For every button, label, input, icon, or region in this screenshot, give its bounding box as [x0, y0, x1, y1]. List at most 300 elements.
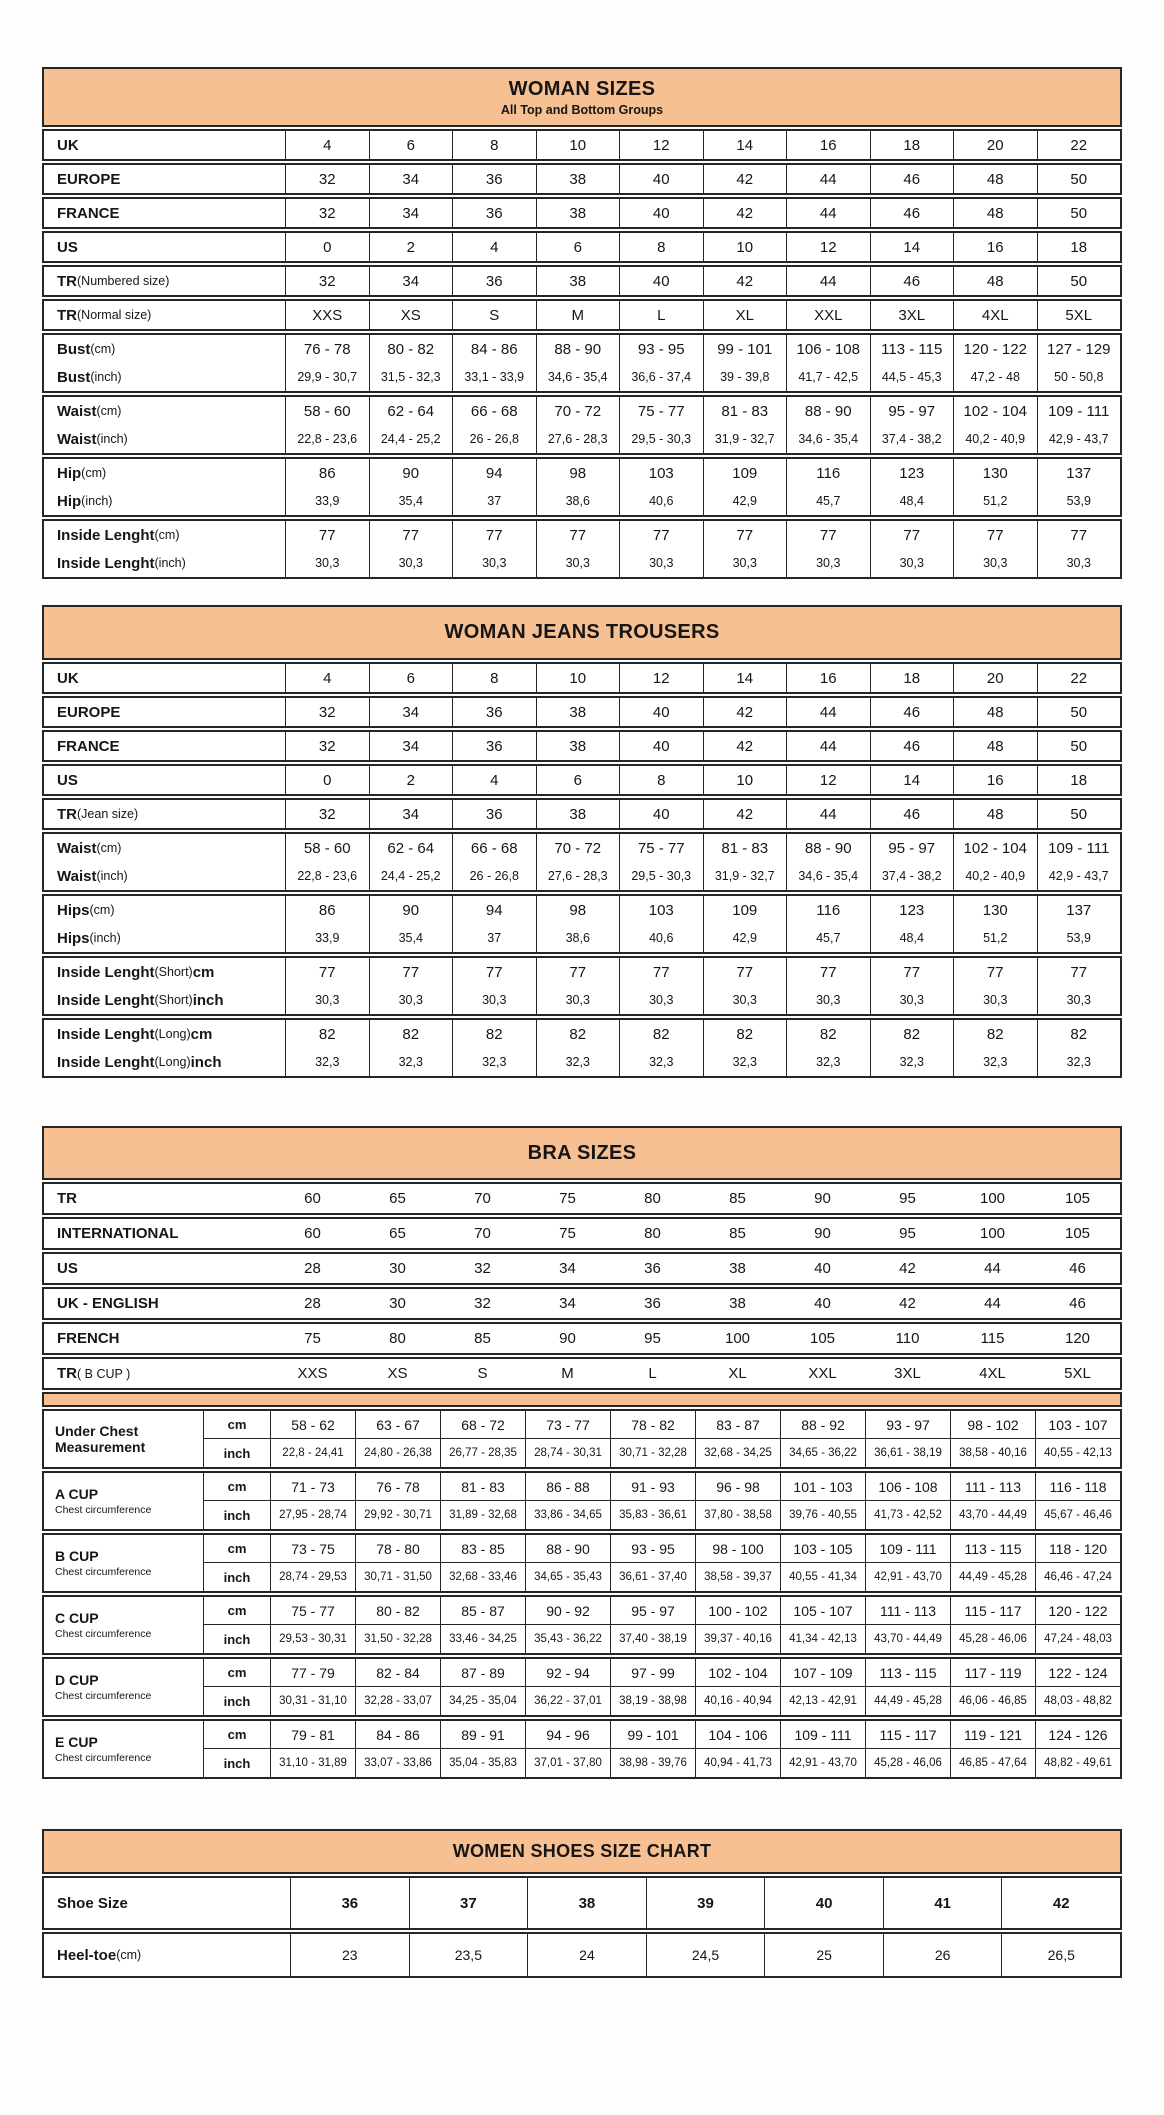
table-row [44, 1359, 1120, 1388]
size-value-cell: 36 [452, 199, 536, 227]
table-row [44, 766, 1120, 794]
row-group [42, 519, 1122, 579]
size-value-cell: 34 [369, 698, 453, 726]
cup-group [42, 1409, 1122, 1469]
size-value-cell: 79 - 81 [270, 1721, 355, 1748]
size-value-cell: 12 [619, 664, 703, 692]
unit-label: cm [227, 1479, 247, 1494]
size-value-cell: 31,10 - 31,89 [270, 1749, 355, 1777]
size-value-cell: 80 - 82 [369, 335, 453, 363]
cup-name: D CUP [55, 1672, 99, 1689]
table-row [204, 1411, 1120, 1439]
size-value-cell: 6 [369, 664, 453, 692]
size-value-cell: 42,9 - 43,7 [1037, 862, 1121, 890]
women-shoes-table [42, 1829, 1122, 1978]
size-value-cell: 93 - 95 [610, 1535, 695, 1562]
unit-label: inch [223, 1693, 251, 1709]
size-value-cell: 32,3 [1037, 1048, 1121, 1076]
size-value-cell: 38,6 [536, 487, 620, 515]
size-value-cell: 40,6 [619, 924, 703, 952]
size-value-cell: 83 - 87 [695, 1411, 780, 1438]
cup-label [44, 1411, 204, 1467]
size-value-cell: 42 [703, 698, 787, 726]
row-group [42, 197, 1122, 229]
size-value-cell: 28 [304, 1295, 321, 1312]
row-group [42, 696, 1122, 728]
size-value-cell: 39 [646, 1878, 765, 1928]
size-value-cell: 50 [1037, 800, 1121, 828]
size-value-cell: 95 - 97 [610, 1597, 695, 1624]
size-value-cell: 130 [953, 459, 1037, 487]
size-value-cell: 39,37 - 40,16 [695, 1625, 780, 1653]
size-value-cell: 94 - 96 [525, 1721, 610, 1748]
size-value-cell: 77 [285, 958, 369, 986]
size-value-cell: 30,3 [786, 986, 870, 1014]
size-value-cell: 77 [619, 521, 703, 549]
row-group [42, 395, 1122, 455]
size-value-cell: 34 [369, 800, 453, 828]
row-group [42, 956, 1122, 1016]
table-row [204, 1625, 1120, 1653]
size-value-cell: 30 [389, 1260, 406, 1277]
size-value-cell: 32 [474, 1260, 491, 1277]
size-value-cell: 29,5 - 30,3 [619, 425, 703, 453]
size-value-cell: 77 [703, 521, 787, 549]
row-group [42, 129, 1122, 161]
size-value-cell: 33,1 - 33,9 [452, 363, 536, 391]
row-label: Hips (cm) [57, 901, 115, 919]
size-value-cell: 100 [979, 1225, 1006, 1242]
table-row [44, 1048, 1120, 1076]
size-value-cell: S [452, 301, 536, 329]
size-value-cell: 45,28 - 46,06 [950, 1625, 1035, 1653]
cup-label [44, 1535, 204, 1591]
size-value-cell: 24,5 [646, 1934, 765, 1976]
size-value-cell: 5XL [1064, 1365, 1091, 1382]
size-value-cell: 77 [285, 521, 369, 549]
size-value-cell: 30,3 [369, 986, 453, 1014]
bra-sizes-top-body [42, 1182, 1122, 1390]
unit-label: inch [223, 1631, 251, 1647]
size-value-cell: 36 [452, 800, 536, 828]
label-unit: (cm) [96, 841, 122, 855]
size-value-cell: 82 [870, 1020, 954, 1048]
size-value-cell: 22,8 - 23,6 [285, 425, 369, 453]
unit-label: inch [223, 1755, 251, 1771]
table-row [204, 1659, 1120, 1687]
size-value-cell: 38 [527, 1878, 646, 1928]
size-value-cell: 58 - 62 [270, 1411, 355, 1438]
size-value-cell: 70 - 72 [536, 834, 620, 862]
table-row [44, 1254, 1120, 1283]
size-value-cell: 34 [559, 1295, 576, 1312]
size-value-cell: 111 - 113 [865, 1597, 950, 1624]
cup-rows [204, 1535, 1120, 1591]
size-value-cell: 75 [304, 1330, 321, 1347]
size-value-cell: 101 - 103 [780, 1473, 865, 1500]
cup-subtitle: Chest circumference [55, 1565, 152, 1578]
size-value-cell: 37,4 - 38,2 [870, 425, 954, 453]
size-value-cell: 8 [452, 131, 536, 159]
table-row [44, 521, 1120, 549]
size-value-cell: 77 [369, 521, 453, 549]
size-value-cell: 70 [474, 1225, 491, 1242]
size-value-cell: 26,5 [1001, 1934, 1120, 1976]
cup-name: E CUP [55, 1734, 98, 1751]
size-value-cell: 30,31 - 31,10 [270, 1687, 355, 1715]
size-value-cell: 36 [452, 698, 536, 726]
size-value-cell: 10 [536, 131, 620, 159]
row-label: US [57, 238, 78, 256]
table-row [44, 267, 1120, 295]
row-label: Inside Lenght (Long) cm [57, 1025, 213, 1043]
size-value-cell: 32 [285, 199, 369, 227]
label-unit: (cm) [89, 903, 115, 917]
size-value-cell: 34 [369, 165, 453, 193]
size-value-cell: 32 [285, 732, 369, 760]
size-value-cell: 127 - 129 [1037, 335, 1121, 363]
size-value-cell: 40,6 [619, 487, 703, 515]
size-value-cell: 27,6 - 28,3 [536, 425, 620, 453]
size-value-cell: 24,4 - 25,2 [369, 862, 453, 890]
size-value-cell: 24,80 - 26,38 [355, 1439, 440, 1467]
size-value-cell: 40 [814, 1260, 831, 1277]
size-value-cell: 117 - 119 [950, 1659, 1035, 1686]
size-value-cell: 14 [703, 131, 787, 159]
size-value-cell: 41 [883, 1878, 1002, 1928]
size-value-cell: 53,9 [1037, 924, 1121, 952]
cup-label [44, 1659, 204, 1715]
size-value-cell: 33,9 [285, 924, 369, 952]
size-value-cell: 63 - 67 [355, 1411, 440, 1438]
size-value-cell: 34 [369, 732, 453, 760]
size-value-cell: 30,3 [703, 549, 787, 577]
row-label: FRENCH [57, 1330, 120, 1347]
size-value-cell: 98 [536, 896, 620, 924]
size-value-cell: 81 - 83 [440, 1473, 525, 1500]
size-value-cell: 77 [536, 958, 620, 986]
cup-name: C CUP [55, 1610, 99, 1627]
size-value-cell: 2 [369, 233, 453, 261]
size-value-cell: 23,5 [409, 1934, 528, 1976]
size-value-cell: 33,07 - 33,86 [355, 1749, 440, 1777]
size-value-cell: 30,3 [452, 986, 536, 1014]
size-value-cell: 48,4 [870, 487, 954, 515]
cup-subtitle: Chest circumference [55, 1689, 152, 1702]
size-value-cell: 36 [452, 165, 536, 193]
table-row [44, 834, 1120, 862]
size-value-cell: 86 [285, 896, 369, 924]
size-value-cell: 103 - 105 [780, 1535, 865, 1562]
size-value-cell: 116 [786, 459, 870, 487]
cup-subtitle: Chest circumference [55, 1503, 152, 1516]
size-value-cell: 30,3 [285, 549, 369, 577]
size-value-cell: 32 [474, 1295, 491, 1312]
size-value-cell: 10 [536, 664, 620, 692]
size-value-cell: 34,6 - 35,4 [786, 425, 870, 453]
size-value-cell: 48,82 - 49,61 [1035, 1749, 1120, 1777]
size-value-cell: XL [728, 1365, 747, 1382]
size-value-cell: 88 - 90 [786, 834, 870, 862]
size-value-cell: 44,49 - 45,28 [865, 1687, 950, 1715]
row-label: Waist (cm) [57, 402, 122, 420]
size-value-cell: 48,03 - 48,82 [1035, 1687, 1120, 1715]
size-value-cell: 42 [703, 199, 787, 227]
size-value-cell: 33,46 - 34,25 [440, 1625, 525, 1653]
table-row [44, 549, 1120, 577]
table-row [44, 233, 1120, 261]
size-value-cell: 40,94 - 41,73 [695, 1749, 780, 1777]
size-value-cell: 42,91 - 43,70 [865, 1563, 950, 1591]
size-value-cell: 4 [452, 233, 536, 261]
size-value-cell: 44 [786, 732, 870, 760]
size-value-cell: 36,22 - 37,01 [525, 1687, 610, 1715]
size-value-cell: 22,8 - 23,6 [285, 862, 369, 890]
size-value-cell: 12 [786, 233, 870, 261]
size-value-cell: 58 - 60 [285, 397, 369, 425]
size-value-cell: 103 [619, 459, 703, 487]
size-value-cell: 3XL [894, 1365, 921, 1382]
size-value-cell: 123 [870, 459, 954, 487]
size-value-cell: 46 [1069, 1295, 1086, 1312]
row-group [42, 1018, 1122, 1078]
size-value-cell: 90 [814, 1225, 831, 1242]
table-row [44, 363, 1120, 391]
size-value-cell: 16 [953, 766, 1037, 794]
label-unit: (inch) [90, 370, 122, 384]
size-value-cell: 33,9 [285, 487, 369, 515]
size-value-cell: 37,4 - 38,2 [870, 862, 954, 890]
label-unit: (inch) [154, 556, 186, 570]
size-value-cell: 38,19 - 38,98 [610, 1687, 695, 1715]
size-value-cell: 31,9 - 32,7 [703, 425, 787, 453]
row-group [42, 457, 1122, 517]
row-group [42, 1357, 1122, 1390]
cup-rows [204, 1597, 1120, 1653]
row-label: Waist (inch) [57, 867, 128, 885]
cup-label [44, 1721, 204, 1777]
size-value-cell: 53,9 [1037, 487, 1121, 515]
size-value-cell: 41,7 - 42,5 [786, 363, 870, 391]
size-value-cell: 75 - 77 [619, 397, 703, 425]
table-row [44, 1219, 1120, 1248]
size-value-cell: 22 [1037, 664, 1121, 692]
size-value-cell: 82 [1037, 1020, 1121, 1048]
table-row [204, 1439, 1120, 1467]
size-value-cell: 80 [389, 1330, 406, 1347]
size-value-cell: 42 [1001, 1878, 1120, 1928]
size-value-cell: 66 - 68 [452, 397, 536, 425]
size-value-cell: 39,76 - 40,55 [780, 1501, 865, 1529]
size-value-cell: 95 - 97 [870, 834, 954, 862]
size-value-cell: 34 [369, 199, 453, 227]
size-value-cell: 46,46 - 47,24 [1035, 1563, 1120, 1591]
row-label: Hips (inch) [57, 929, 121, 947]
size-value-cell: 14 [703, 664, 787, 692]
size-value-cell: 20 [953, 131, 1037, 159]
size-value-cell: 32,3 [953, 1048, 1037, 1076]
size-value-cell: 31,5 - 32,3 [369, 363, 453, 391]
size-value-cell: 81 - 83 [703, 834, 787, 862]
row-group [42, 299, 1122, 331]
size-value-cell: 42,9 [703, 924, 787, 952]
size-value-cell: 93 - 95 [619, 335, 703, 363]
row-group [42, 333, 1122, 393]
woman-sizes-header [42, 67, 1122, 127]
size-value-cell: 93 - 97 [865, 1411, 950, 1438]
size-value-cell: 46,06 - 46,85 [950, 1687, 1035, 1715]
size-value-cell: 30,3 [536, 986, 620, 1014]
size-value-cell: 73 - 77 [525, 1411, 610, 1438]
table-row [44, 487, 1120, 515]
size-value-cell: 46,85 - 47,64 [950, 1749, 1035, 1777]
row-label: TR (Numbered size) [57, 272, 170, 290]
size-value-cell: M [536, 301, 620, 329]
size-value-cell: 38,58 - 39,37 [695, 1563, 780, 1591]
size-value-cell: 100 [979, 1190, 1006, 1207]
women-shoes-body [42, 1876, 1122, 1978]
size-value-cell: 37,01 - 37,80 [525, 1749, 610, 1777]
size-value-cell: 46 [870, 698, 954, 726]
size-value-cell: 3XL [870, 301, 954, 329]
row-label: US [57, 1260, 78, 1277]
label-unit: ( B CUP ) [77, 1366, 131, 1381]
size-value-cell: 38,58 - 40,16 [950, 1439, 1035, 1467]
size-value-cell: 45,7 [786, 924, 870, 952]
size-value-cell: 32,3 [452, 1048, 536, 1076]
size-value-cell: XS [369, 301, 453, 329]
size-value-cell: 40,2 - 40,9 [953, 425, 1037, 453]
size-value-cell: 40,55 - 41,34 [780, 1563, 865, 1591]
size-value-cell: 30,3 [703, 986, 787, 1014]
size-value-cell: 38 [536, 267, 620, 295]
size-value-cell: 44 [984, 1260, 1001, 1277]
size-value-cell: 44 [786, 698, 870, 726]
size-value-cell: 62 - 64 [369, 397, 453, 425]
size-value-cell: 29,9 - 30,7 [285, 363, 369, 391]
unit-label: inch [223, 1569, 251, 1585]
size-value-cell: 82 [285, 1020, 369, 1048]
size-value-cell: 77 [870, 521, 954, 549]
size-value-cell: 38 [536, 698, 620, 726]
woman-jeans-header [42, 605, 1122, 660]
size-value-cell: 48 [953, 732, 1037, 760]
size-value-cell: 88 - 92 [780, 1411, 865, 1438]
row-label: Shoe Size [57, 1894, 128, 1912]
size-value-cell: 32,28 - 33,07 [355, 1687, 440, 1715]
size-value-cell: 28,74 - 29,53 [270, 1563, 355, 1591]
size-value-cell: 36,6 - 37,4 [619, 363, 703, 391]
size-value-cell: 44,49 - 45,28 [950, 1563, 1035, 1591]
size-value-cell: 82 [953, 1020, 1037, 1048]
size-value-cell: 40,55 - 42,13 [1035, 1439, 1120, 1467]
size-value-cell: 34,25 - 35,04 [440, 1687, 525, 1715]
size-value-cell: 122 - 124 [1035, 1659, 1120, 1686]
size-value-cell: 98 - 100 [695, 1535, 780, 1562]
size-value-cell: 43,70 - 44,49 [950, 1501, 1035, 1529]
size-value-cell: 62 - 64 [369, 834, 453, 862]
size-value-cell: 78 - 80 [355, 1535, 440, 1562]
size-value-cell: 26 [883, 1934, 1002, 1976]
size-value-cell: 18 [1037, 233, 1121, 261]
size-value-cell: 37 [452, 924, 536, 952]
row-label: Inside Lenght (cm) [57, 526, 180, 544]
size-value-cell: 82 [703, 1020, 787, 1048]
size-value-cell: 77 [953, 958, 1037, 986]
size-value-cell: 8 [452, 664, 536, 692]
size-value-cell: L [619, 301, 703, 329]
row-label: Bust (cm) [57, 340, 116, 358]
table-row [44, 862, 1120, 890]
table-row [204, 1563, 1120, 1591]
size-value-cell: 75 [559, 1190, 576, 1207]
size-value-cell: 40 [814, 1295, 831, 1312]
size-value-cell: 35,43 - 36,22 [525, 1625, 610, 1653]
unit-label: cm [227, 1603, 247, 1618]
size-value-cell: 8 [619, 233, 703, 261]
size-value-cell: 32,3 [870, 1048, 954, 1076]
size-chart-sheet [42, 67, 1122, 1978]
size-value-cell: 77 [619, 958, 703, 986]
size-value-cell: 124 - 126 [1035, 1721, 1120, 1748]
size-value-cell: 30,3 [953, 549, 1037, 577]
size-value-cell: 50 [1037, 199, 1121, 227]
size-value-cell: 16 [786, 664, 870, 692]
size-value-cell: XL [703, 301, 787, 329]
label-unit: (inch) [89, 931, 121, 945]
size-value-cell: 107 - 109 [780, 1659, 865, 1686]
size-value-cell: 77 - 79 [270, 1659, 355, 1686]
size-value-cell: 30,3 [452, 549, 536, 577]
size-value-cell: 6 [536, 233, 620, 261]
size-value-cell: 22 [1037, 131, 1121, 159]
size-value-cell: 34 [559, 1260, 576, 1277]
size-value-cell: 29,5 - 30,3 [619, 862, 703, 890]
size-value-cell: 47,2 - 48 [953, 363, 1037, 391]
size-value-cell: 86 - 88 [525, 1473, 610, 1500]
size-value-cell: 82 [369, 1020, 453, 1048]
row-group [42, 832, 1122, 892]
size-value-cell: 70 [474, 1190, 491, 1207]
size-value-cell: 105 [1064, 1190, 1091, 1207]
size-value-cell: 48 [953, 800, 1037, 828]
table-row [44, 664, 1120, 692]
size-value-cell: 65 [389, 1190, 406, 1207]
size-value-cell: 14 [870, 766, 954, 794]
size-value-cell: 113 - 115 [950, 1535, 1035, 1562]
size-value-cell: 32 [285, 698, 369, 726]
woman-jeans-body [42, 662, 1122, 1078]
label-unit: (cm) [96, 404, 122, 418]
row-group [42, 764, 1122, 796]
size-value-cell: 51,2 [953, 924, 1037, 952]
size-value-cell: 47,24 - 48,03 [1035, 1625, 1120, 1653]
size-value-cell: 18 [870, 664, 954, 692]
size-value-cell: 76 - 78 [355, 1473, 440, 1500]
row-group [42, 730, 1122, 762]
size-value-cell: 42 [899, 1295, 916, 1312]
table-row [204, 1687, 1120, 1715]
table-row [44, 1324, 1120, 1353]
size-value-cell: 71 - 73 [270, 1473, 355, 1500]
size-value-cell: 5XL [1037, 301, 1121, 329]
size-value-cell: 30,71 - 31,50 [355, 1563, 440, 1591]
row-label: Hip (cm) [57, 464, 107, 482]
size-value-cell: 92 - 94 [525, 1659, 610, 1686]
size-value-cell: 30,3 [1037, 549, 1121, 577]
size-value-cell: 22,8 - 24,41 [270, 1439, 355, 1467]
size-value-cell: 32,3 [619, 1048, 703, 1076]
